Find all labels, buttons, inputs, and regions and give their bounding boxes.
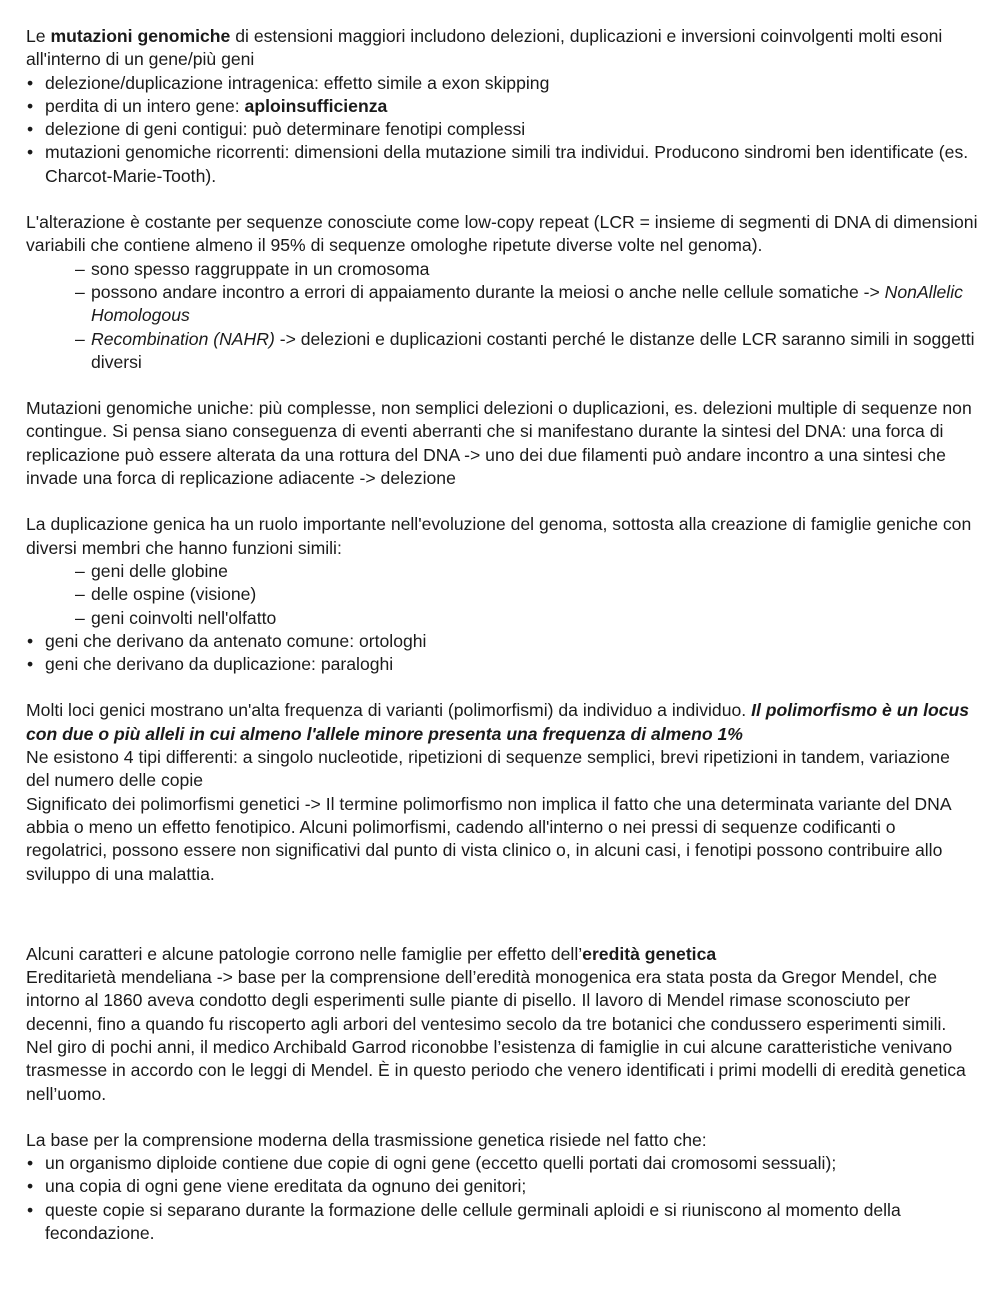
list-item: – delle ospine (visione) [75,583,978,606]
list-item [75,281,978,328]
bullet-list [26,630,978,677]
list-item: • una copia di ogni gene viene ereditata da ognuno dei genitori; [26,1175,978,1198]
paragraph-polymorphism-meaning: Significato dei polimorfismi genetici -> Il termine polimorfismo non implica il fatto che una determinata variante del DNA abbia o meno un effetto fenotipico. Alcuni polimorfismi, cadendo all'interno o nei pressi di sequenze codificanti o regolatrici, possono essere non significativi dal punto di vista clinico o, in alcuni casi, i fenotipi possono contribuire allo sviluppo di una malattia. [26,793,951,884]
list-item: – geni delle globine [75,560,978,583]
document-page [26,25,978,1245]
text: Alcuni caratteri e alcune patologie corrono nelle famiglie per effetto dell’ [26,943,583,964]
italic-term: Recombination (NAHR) [91,328,275,349]
paragraph-genetic-inheritance [26,943,978,966]
paragraph-mendel: Ereditarietà mendeliana -> base per la comprensione dell’eredità monogenica era stata posta da Gregor Mendel, che intorno al 1860 aveva condotto degli esperimenti sulle piante di pisello. Il lavoro di Mendel rimase sconosciuto per decenni, fino a quando fu riscoperto agli arbori del ventesimo secolo da tre botanici che condussero esperimenti simili. [26,967,947,1034]
dash-list [26,560,978,630]
bullet-list [26,1152,978,1245]
paragraph-gene-duplication: La duplicazione genica ha un ruolo importante nell'evoluzione del genoma, sottosta alla creazione di famiglie geniche con diversi membri che hanno funzioni simili: [26,514,972,558]
paragraph-lcr: L'alterazione è costante per sequenze conosciute come low-copy repeat (LCR = insieme di segmenti di DNA di dimensioni variabili che contiene almeno il 95% di sequenze omologhe ripetute diverse volte nel genoma). [26,212,978,256]
list-item: • delezione di geni contigui: può determinare fenotipi complessi [26,118,978,141]
bold-term: mutazioni genomiche [50,26,231,46]
paragraph-polymorphism-types: Ne esistono 4 tipi differenti: a singolo nucleotide, ripetizioni di sequenze semplici, brevi ripetizioni in tandem, variazione del numero delle copie [26,747,950,791]
list-item: • queste copie si separano durante la formazione delle cellule germinali aploidi e si riuniscono al momento della fecondazione. [26,1199,978,1246]
bullet-list [26,72,978,188]
list-item: • geni che derivano da duplicazione: paraloghi [26,653,978,676]
list-item [75,328,978,375]
paragraph-genomic-mutations [26,25,978,72]
paragraph-garrod: Nel giro di pochi anni, il medico Archibald Garrod riconobbe l’esistenza di famiglie in cui alcune caratteristiche venivano trasmesse in accordo con le leggi di Mendel. È in questo periodo che venero identificati i primi modelli di eredità genetica nell’uomo. [26,1036,966,1104]
text: possono andare incontro a errori di appaiamento durante la meiosi o anche nelle cellule somatiche -> [91,281,885,302]
list-item: • geni che derivano da antenato comune: ortologhi [26,630,978,653]
italic-term: NonAllelic Homologous [91,281,963,326]
list-item: • delezione/duplicazione intragenica: effetto simile a exon skipping [26,72,978,95]
bold-term: aploinsufficienza [244,95,388,116]
paragraph-unique-mutations: Mutazioni genomiche uniche: più complesse, non semplici delezioni o duplicazioni, es. delezioni multiple di sequenze non contingue. Si pensa siano conseguenza di eventi aberranti che si manifestano durante la sintesi del DNA: una forca di replicazione può essere alterata da una rottura del DNA -> uno dei due filamenti può andare incontro a una sintesi che invade una forca di replicazione adiacente -> delezione [26,398,972,489]
paragraph-modern-transmission: La base per la comprensione moderna della trasmissione genetica risiede nel fatto che: [26,1129,707,1150]
list-item: • un organismo diploide contiene due copie di ogni gene (eccetto quelli portati dai cromosomi sessuali); [26,1152,978,1175]
bold-italic-definition: Il polimorfismo è un locus con due o più alleli in cui almeno l'allele minore presenta una frequenza di almeno 1% [26,700,970,744]
bold-term: eredità genetica [582,943,717,964]
list-item: – sono spesso raggruppate in un cromosoma [75,258,978,281]
paragraph-polymorphism [26,699,978,746]
list-item: • mutazioni genomiche ricorrenti: dimensioni della mutazione simili tra individui. Producono sindromi ben identificate (es. Charcot-Marie-Tooth). [26,141,978,188]
text: -> delezioni e duplicazioni costanti perché le distanze delle LCR saranno simili in soggetti diversi [91,328,975,372]
list-item [26,95,978,118]
list-item: – geni coinvolti nell'olfatto [75,607,978,630]
text: Molti loci genici mostrano un'alta frequenza di varianti (polimorfismi) da individuo a individuo. [26,700,752,721]
dash-list [26,258,978,374]
text: di estensioni maggiori includono delezioni, duplicazioni e inversioni coinvolgenti molti esoni all'interno di un gene/più geni [26,26,943,70]
text: perdita di un intero gene: [45,95,245,116]
text: Le [26,26,51,46]
